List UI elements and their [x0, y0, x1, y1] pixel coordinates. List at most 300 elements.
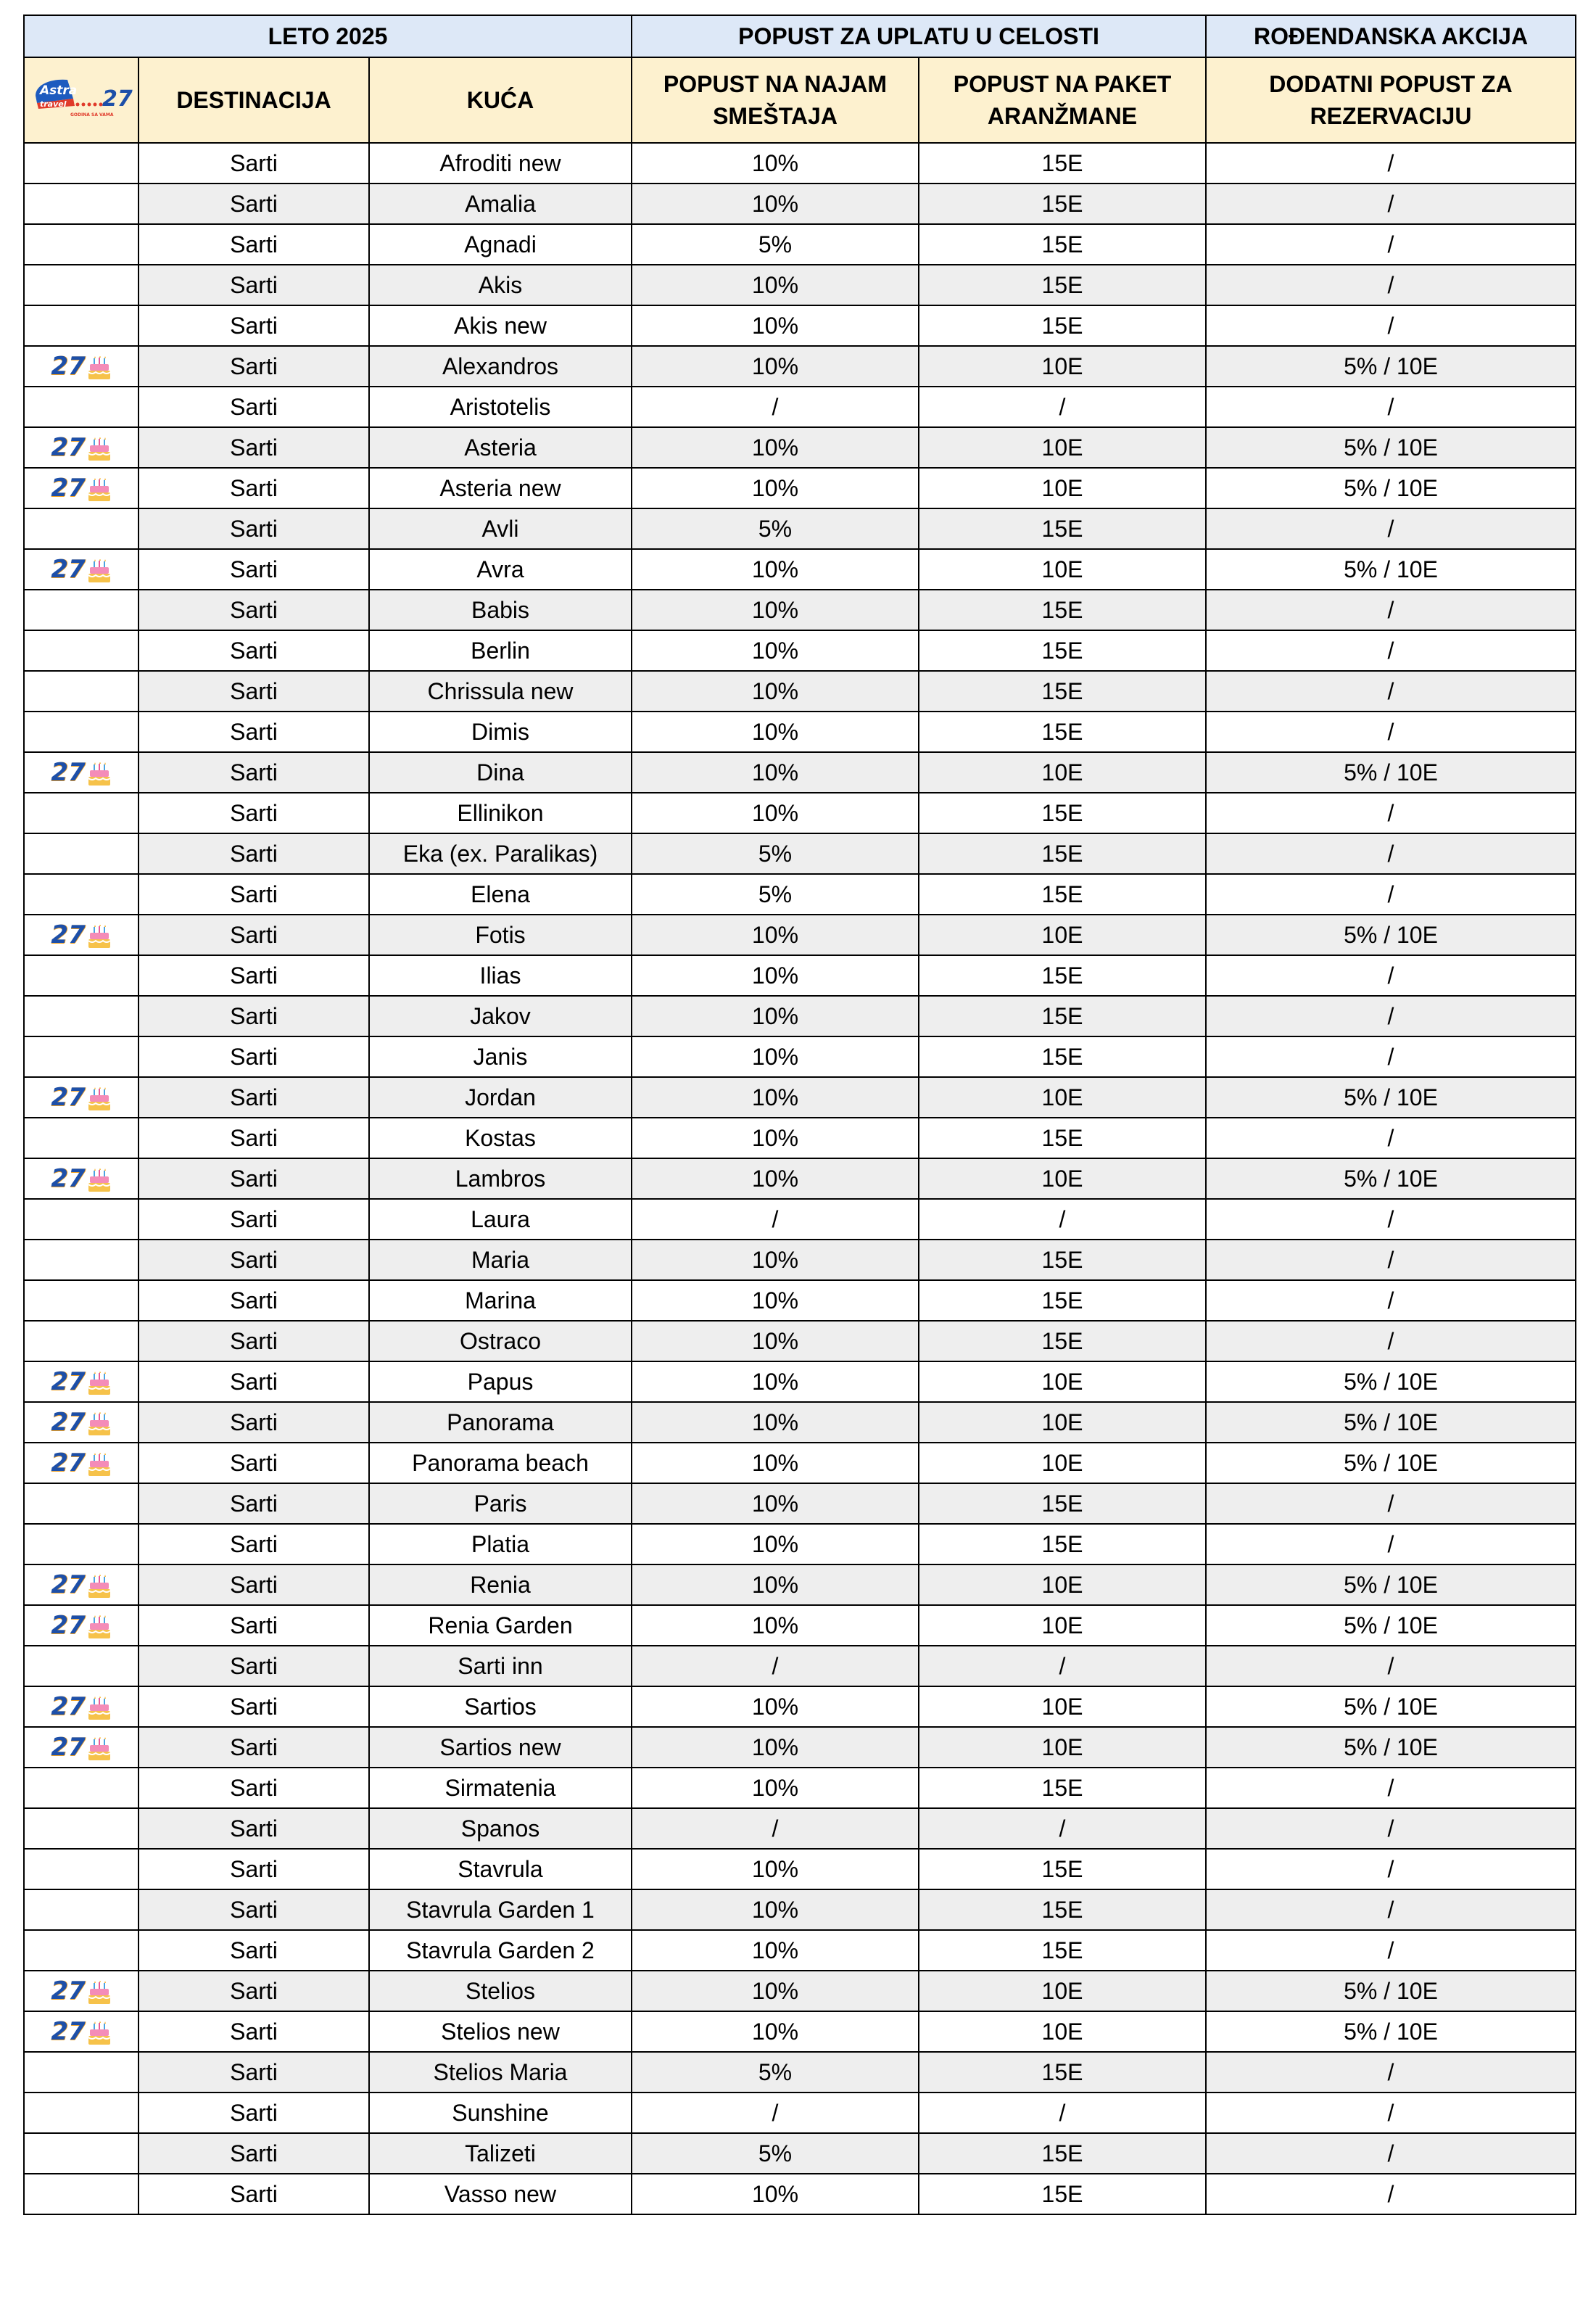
house-cell: Lambros [369, 1158, 632, 1199]
badge-number: 27 [51, 433, 86, 462]
badge-number: 27 [51, 758, 86, 787]
rent-discount-cell: 10% [632, 630, 919, 671]
table-row [24, 143, 1576, 184]
badge-cell [24, 833, 138, 874]
rent-discount-cell: / [632, 1199, 919, 1240]
table-row [24, 1321, 1576, 1361]
package-discount-cell: 10E [919, 468, 1206, 508]
logo-sub-text: travel [40, 99, 67, 109]
badge-cell [24, 1564, 138, 1605]
rent-discount-cell: 10% [632, 2011, 919, 2052]
package-discount-cell: 10E [919, 427, 1206, 468]
rent-discount-cell: 10% [632, 752, 919, 793]
table-row [24, 915, 1576, 955]
rent-discount-cell: 10% [632, 1971, 919, 2011]
table-row [24, 224, 1576, 265]
destination-cell: Sarti [138, 712, 369, 752]
reservation-discount-cell: / [1206, 1768, 1576, 1808]
birthday-badge [51, 555, 111, 584]
destination-cell: Sarti [138, 1889, 369, 1930]
badge-cell [24, 752, 138, 793]
reservation-discount-cell: 5% / 10E [1206, 915, 1576, 955]
table-row [24, 1605, 1576, 1646]
reservation-discount-cell: / [1206, 2093, 1576, 2133]
badge-number: 27 [51, 352, 86, 381]
rent-discount-cell: 5% [632, 874, 919, 915]
table-row [24, 1686, 1576, 1727]
table-row [24, 1646, 1576, 1686]
table-row [24, 2011, 1576, 2052]
rent-discount-cell: 10% [632, 1361, 919, 1402]
table-row [24, 1118, 1576, 1158]
destination-cell: Sarti [138, 387, 369, 427]
reservation-discount-cell: / [1206, 1240, 1576, 1280]
badge-number: 27 [51, 1976, 86, 2005]
reservation-discount-cell: / [1206, 2052, 1576, 2093]
destination-cell: Sarti [138, 671, 369, 712]
house-cell: Sarti inn [369, 1646, 632, 1686]
house-cell: Afroditi new [369, 143, 632, 184]
birthday-badge [51, 920, 111, 949]
birthday-cake-icon [87, 1087, 112, 1112]
reservation-discount-cell: 5% / 10E [1206, 1971, 1576, 2011]
reservation-discount-cell: 5% / 10E [1206, 1158, 1576, 1199]
reservation-discount-cell: / [1206, 1808, 1576, 1849]
house-cell: Asteria [369, 427, 632, 468]
reservation-discount-cell: 5% / 10E [1206, 549, 1576, 590]
house-cell: Sunshine [369, 2093, 632, 2133]
house-cell: Sirmatenia [369, 1768, 632, 1808]
package-discount-cell: 15E [919, 1280, 1206, 1321]
badge-cell [24, 955, 138, 996]
package-discount-cell: 10E [919, 1686, 1206, 1727]
package-discount-cell: 10E [919, 2011, 1206, 2052]
house-cell: Dina [369, 752, 632, 793]
rent-discount-cell: 10% [632, 1686, 919, 1727]
badge-cell [24, 1036, 138, 1077]
rent-discount-cell: 5% [632, 2133, 919, 2174]
house-cell: Ellinikon [369, 793, 632, 833]
badge-number: 27 [51, 1570, 86, 1599]
rent-discount-cell: / [632, 1808, 919, 1849]
house-cell: Jakov [369, 996, 632, 1036]
destination-cell: Sarti [138, 2052, 369, 2093]
package-discount-header: POPUST NA PAKET ARANŽMANE [919, 57, 1206, 143]
destination-cell: Sarti [138, 1280, 369, 1321]
birthday-badge [51, 1083, 111, 1112]
package-discount-cell: 15E [919, 1768, 1206, 1808]
table-row [24, 630, 1576, 671]
birthday-cake-icon [87, 1372, 112, 1396]
package-discount-cell: 15E [919, 996, 1206, 1036]
birthday-badge [51, 1976, 111, 2005]
birthday-cake-icon [87, 1737, 112, 1762]
package-discount-cell: 10E [919, 1971, 1206, 2011]
table-row [24, 833, 1576, 874]
rent-discount-cell: 10% [632, 143, 919, 184]
destination-cell: Sarti [138, 1321, 369, 1361]
badge-cell [24, 224, 138, 265]
reservation-discount-cell: 5% / 10E [1206, 1077, 1576, 1118]
package-discount-cell: 15E [919, 590, 1206, 630]
badge-cell [24, 1646, 138, 1686]
package-discount-cell: / [919, 1199, 1206, 1240]
house-cell: Babis [369, 590, 632, 630]
logo-brand-text: Astra [40, 83, 78, 98]
destination-cell: Sarti [138, 1646, 369, 1686]
reservation-discount-cell: 5% / 10E [1206, 1605, 1576, 1646]
rent-discount-cell: 10% [632, 793, 919, 833]
birthday-badge [51, 433, 111, 462]
destination-cell: Sarti [138, 2133, 369, 2174]
house-cell: Fotis [369, 915, 632, 955]
package-discount-cell: 10E [919, 915, 1206, 955]
badge-cell [24, 265, 138, 305]
reservation-discount-cell: 5% / 10E [1206, 427, 1576, 468]
table-row [24, 1036, 1576, 1077]
badge-cell [24, 1321, 138, 1361]
house-cell: Sartios new [369, 1727, 632, 1768]
table-row [24, 346, 1576, 387]
badge-number: 27 [51, 1083, 86, 1112]
destination-cell: Sarti [138, 1118, 369, 1158]
badge-cell [24, 1280, 138, 1321]
package-discount-cell: 15E [919, 671, 1206, 712]
birthday-badge [51, 1733, 111, 1762]
table-row [24, 1077, 1576, 1118]
destination-cell: Sarti [138, 833, 369, 874]
package-discount-cell: 15E [919, 508, 1206, 549]
season-header: LETO 2025 [24, 15, 632, 57]
destination-cell: Sarti [138, 346, 369, 387]
badge-cell [24, 1808, 138, 1849]
table-row [24, 2093, 1576, 2133]
destination-cell: Sarti [138, 1402, 369, 1443]
full-payment-group-header: POPUST ZA UPLATU U CELOSTI [632, 15, 1206, 57]
destination-cell: Sarti [138, 1768, 369, 1808]
table-row [24, 2133, 1576, 2174]
table-row [24, 1808, 1576, 1849]
birthday-badge [51, 352, 111, 381]
reservation-discount-cell: / [1206, 1321, 1576, 1361]
house-cell: Amalia [369, 184, 632, 224]
badge-number: 27 [51, 1448, 86, 1477]
rent-discount-cell: 10% [632, 996, 919, 1036]
logo-number-text: 27 [102, 86, 133, 112]
rent-discount-cell: 10% [632, 549, 919, 590]
destination-cell: Sarti [138, 915, 369, 955]
package-discount-cell: 10E [919, 1727, 1206, 1768]
badge-cell [24, 590, 138, 630]
destination-cell: Sarti [138, 184, 369, 224]
badge-cell [24, 2174, 138, 2214]
rent-discount-cell: 5% [632, 2052, 919, 2093]
reservation-discount-cell: / [1206, 1118, 1576, 1158]
rent-discount-cell: 10% [632, 590, 919, 630]
house-cell: Avra [369, 549, 632, 590]
package-discount-cell: / [919, 2093, 1206, 2133]
birthday-badge [51, 1570, 111, 1599]
destination-cell: Sarti [138, 1605, 369, 1646]
badge-cell [24, 1483, 138, 1524]
birthday-badge [51, 1408, 111, 1437]
house-cell: Eka (ex. Paralikas) [369, 833, 632, 874]
birthday-cake-icon [87, 762, 112, 787]
house-cell: Berlin [369, 630, 632, 671]
table-row [24, 1158, 1576, 1199]
house-header: KUĆA [369, 57, 632, 143]
destination-cell: Sarti [138, 1686, 369, 1727]
destination-cell: Sarti [138, 1443, 369, 1483]
birthday-cake-icon [87, 1615, 112, 1640]
badge-cell [24, 1727, 138, 1768]
house-cell: Akis new [369, 305, 632, 346]
destination-cell: Sarti [138, 1077, 369, 1118]
house-cell: Stavrula [369, 1849, 632, 1889]
table-row [24, 1971, 1576, 2011]
badge-cell [24, 346, 138, 387]
table-row [24, 712, 1576, 752]
house-cell: Chrissula new [369, 671, 632, 712]
reservation-discount-cell: / [1206, 143, 1576, 184]
table-row [24, 793, 1576, 833]
badge-cell [24, 508, 138, 549]
package-discount-cell: 15E [919, 630, 1206, 671]
badge-cell [24, 630, 138, 671]
rent-discount-cell: 10% [632, 1564, 919, 1605]
destination-cell: Sarti [138, 1361, 369, 1402]
badge-cell [24, 1199, 138, 1240]
badge-number: 27 [51, 2017, 86, 2046]
badge-cell [24, 1077, 138, 1118]
destination-cell: Sarti [138, 955, 369, 996]
package-discount-cell: 15E [919, 2174, 1206, 2214]
package-discount-cell: 15E [919, 265, 1206, 305]
package-discount-cell: 15E [919, 1483, 1206, 1524]
house-cell: Agnadi [369, 224, 632, 265]
house-cell: Dimis [369, 712, 632, 752]
reservation-discount-cell: 5% / 10E [1206, 2011, 1576, 2052]
package-discount-cell: / [919, 1808, 1206, 1849]
reservation-discount-cell: 5% / 10E [1206, 1443, 1576, 1483]
badge-cell [24, 143, 138, 184]
house-cell: Stelios Maria [369, 2052, 632, 2093]
table-row [24, 468, 1576, 508]
rent-discount-cell: 10% [632, 1768, 919, 1808]
package-discount-cell: 15E [919, 833, 1206, 874]
reservation-discount-cell: / [1206, 1483, 1576, 1524]
package-discount-cell: 10E [919, 1361, 1206, 1402]
package-discount-cell: 10E [919, 1158, 1206, 1199]
package-discount-cell: 15E [919, 793, 1206, 833]
badge-cell [24, 874, 138, 915]
house-cell: Panorama beach [369, 1443, 632, 1483]
badge-cell [24, 915, 138, 955]
rent-discount-cell: 10% [632, 1849, 919, 1889]
badge-cell [24, 793, 138, 833]
birthday-badge [51, 2017, 111, 2046]
rent-discount-cell: 10% [632, 1118, 919, 1158]
birthday-cake-icon [87, 356, 112, 381]
group-header-row [24, 15, 1576, 57]
house-cell: Paris [369, 1483, 632, 1524]
badge-cell [24, 184, 138, 224]
badge-cell [24, 468, 138, 508]
package-discount-cell: 15E [919, 2133, 1206, 2174]
destination-cell: Sarti [138, 1036, 369, 1077]
badge-cell [24, 996, 138, 1036]
destination-cell: Sarti [138, 265, 369, 305]
package-discount-cell: 10E [919, 752, 1206, 793]
table-row [24, 955, 1576, 996]
reservation-discount-cell: / [1206, 1930, 1576, 1971]
birthday-badge [51, 1164, 111, 1193]
reservation-discount-cell: 5% / 10E [1206, 1564, 1576, 1605]
badge-cell [24, 1605, 138, 1646]
reservation-discount-cell: / [1206, 2133, 1576, 2174]
reservation-discount-cell: / [1206, 1199, 1576, 1240]
table-row [24, 1930, 1576, 1971]
rent-discount-cell: / [632, 1646, 919, 1686]
package-discount-cell: / [919, 1646, 1206, 1686]
reservation-discount-cell: / [1206, 590, 1576, 630]
package-discount-cell: 15E [919, 955, 1206, 996]
rent-discount-cell: 5% [632, 508, 919, 549]
rent-discount-cell: 10% [632, 712, 919, 752]
house-cell: Ostraco [369, 1321, 632, 1361]
house-cell: Maria [369, 1240, 632, 1280]
birthday-cake-icon [87, 559, 112, 584]
badge-cell [24, 1240, 138, 1280]
reservation-discount-cell: / [1206, 387, 1576, 427]
birthday-cake-icon [87, 1696, 112, 1721]
rent-discount-cell: / [632, 2093, 919, 2133]
destination-cell: Sarti [138, 1240, 369, 1280]
rent-discount-cell: 10% [632, 305, 919, 346]
house-cell: Renia Garden [369, 1605, 632, 1646]
destination-cell: Sarti [138, 590, 369, 630]
rent-discount-cell: 10% [632, 1483, 919, 1524]
reservation-discount-cell: / [1206, 793, 1576, 833]
badge-cell [24, 2133, 138, 2174]
destination-cell: Sarti [138, 1483, 369, 1524]
reservation-discount-cell: / [1206, 833, 1576, 874]
table-row [24, 387, 1576, 427]
house-cell: Vasso new [369, 2174, 632, 2214]
table-row [24, 1483, 1576, 1524]
package-discount-cell: 15E [919, 143, 1206, 184]
table-row [24, 305, 1576, 346]
table-row [24, 184, 1576, 224]
badge-cell [24, 1443, 138, 1483]
reservation-discount-cell: / [1206, 955, 1576, 996]
table-row [24, 1524, 1576, 1564]
rent-discount-cell: 10% [632, 1158, 919, 1199]
rent-discount-cell: 10% [632, 468, 919, 508]
reservation-discount-cell: / [1206, 2174, 1576, 2214]
table-row [24, 1402, 1576, 1443]
destination-cell: Sarti [138, 508, 369, 549]
destination-cell: Sarti [138, 468, 369, 508]
package-discount-cell: / [919, 387, 1206, 427]
reservation-discount-cell: 5% / 10E [1206, 752, 1576, 793]
destination-cell: Sarti [138, 630, 369, 671]
rent-discount-cell: 10% [632, 1889, 919, 1930]
package-discount-cell: 15E [919, 712, 1206, 752]
reservation-discount-cell: / [1206, 1524, 1576, 1564]
birthday-cake-icon [87, 1168, 112, 1193]
package-discount-cell: 15E [919, 874, 1206, 915]
house-cell: Aristotelis [369, 387, 632, 427]
badge-cell [24, 387, 138, 427]
birthday-badge [51, 474, 111, 503]
reservation-discount-header: DODATNI POPUST ZA REZERVACIJU [1206, 57, 1576, 143]
house-cell: Talizeti [369, 2133, 632, 2174]
rent-discount-cell: 10% [632, 2174, 919, 2214]
package-discount-cell: 15E [919, 2052, 1206, 2093]
reservation-discount-cell: / [1206, 712, 1576, 752]
house-cell: Asteria new [369, 468, 632, 508]
destination-cell: Sarti [138, 1808, 369, 1849]
reservation-discount-cell: / [1206, 1646, 1576, 1686]
table-row [24, 1361, 1576, 1402]
reservation-discount-cell: / [1206, 1889, 1576, 1930]
rent-discount-cell: 10% [632, 1605, 919, 1646]
destination-cell: Sarti [138, 996, 369, 1036]
astra-travel-logo [30, 74, 133, 119]
table-row [24, 427, 1576, 468]
destination-cell: Sarti [138, 752, 369, 793]
badge-cell [24, 427, 138, 468]
table-row [24, 874, 1576, 915]
table-row [24, 671, 1576, 712]
birthday-badge [51, 758, 111, 787]
house-cell: Jordan [369, 1077, 632, 1118]
rent-discount-cell: 10% [632, 1930, 919, 1971]
reservation-discount-cell: / [1206, 305, 1576, 346]
badge-number: 27 [51, 474, 86, 503]
rent-discount-cell: / [632, 387, 919, 427]
reservation-discount-cell: 5% / 10E [1206, 346, 1576, 387]
package-discount-cell: 15E [919, 1240, 1206, 1280]
rent-discount-header: POPUST NA NAJAM SMEŠTAJA [632, 57, 919, 143]
destination-cell: Sarti [138, 1849, 369, 1889]
house-cell: Sartios [369, 1686, 632, 1727]
package-discount-cell: 15E [919, 1889, 1206, 1930]
rent-discount-cell: 10% [632, 1524, 919, 1564]
discount-table [23, 15, 1576, 2215]
rent-discount-cell: 10% [632, 184, 919, 224]
package-discount-cell: 15E [919, 1321, 1206, 1361]
reservation-discount-cell: 5% / 10E [1206, 1402, 1576, 1443]
house-cell: Avli [369, 508, 632, 549]
package-discount-cell: 10E [919, 1402, 1206, 1443]
package-discount-cell: 10E [919, 1443, 1206, 1483]
rent-discount-cell: 10% [632, 955, 919, 996]
house-cell: Ilias [369, 955, 632, 996]
package-discount-cell: 10E [919, 346, 1206, 387]
table-row [24, 549, 1576, 590]
rent-discount-cell: 10% [632, 1443, 919, 1483]
rent-discount-cell: 10% [632, 915, 919, 955]
destination-cell: Sarti [138, 793, 369, 833]
badge-cell [24, 1971, 138, 2011]
column-header-row [24, 57, 1576, 143]
reservation-discount-cell: 5% / 10E [1206, 1727, 1576, 1768]
reservation-discount-cell: / [1206, 508, 1576, 549]
badge-cell [24, 1158, 138, 1199]
destination-cell: Sarti [138, 1564, 369, 1605]
